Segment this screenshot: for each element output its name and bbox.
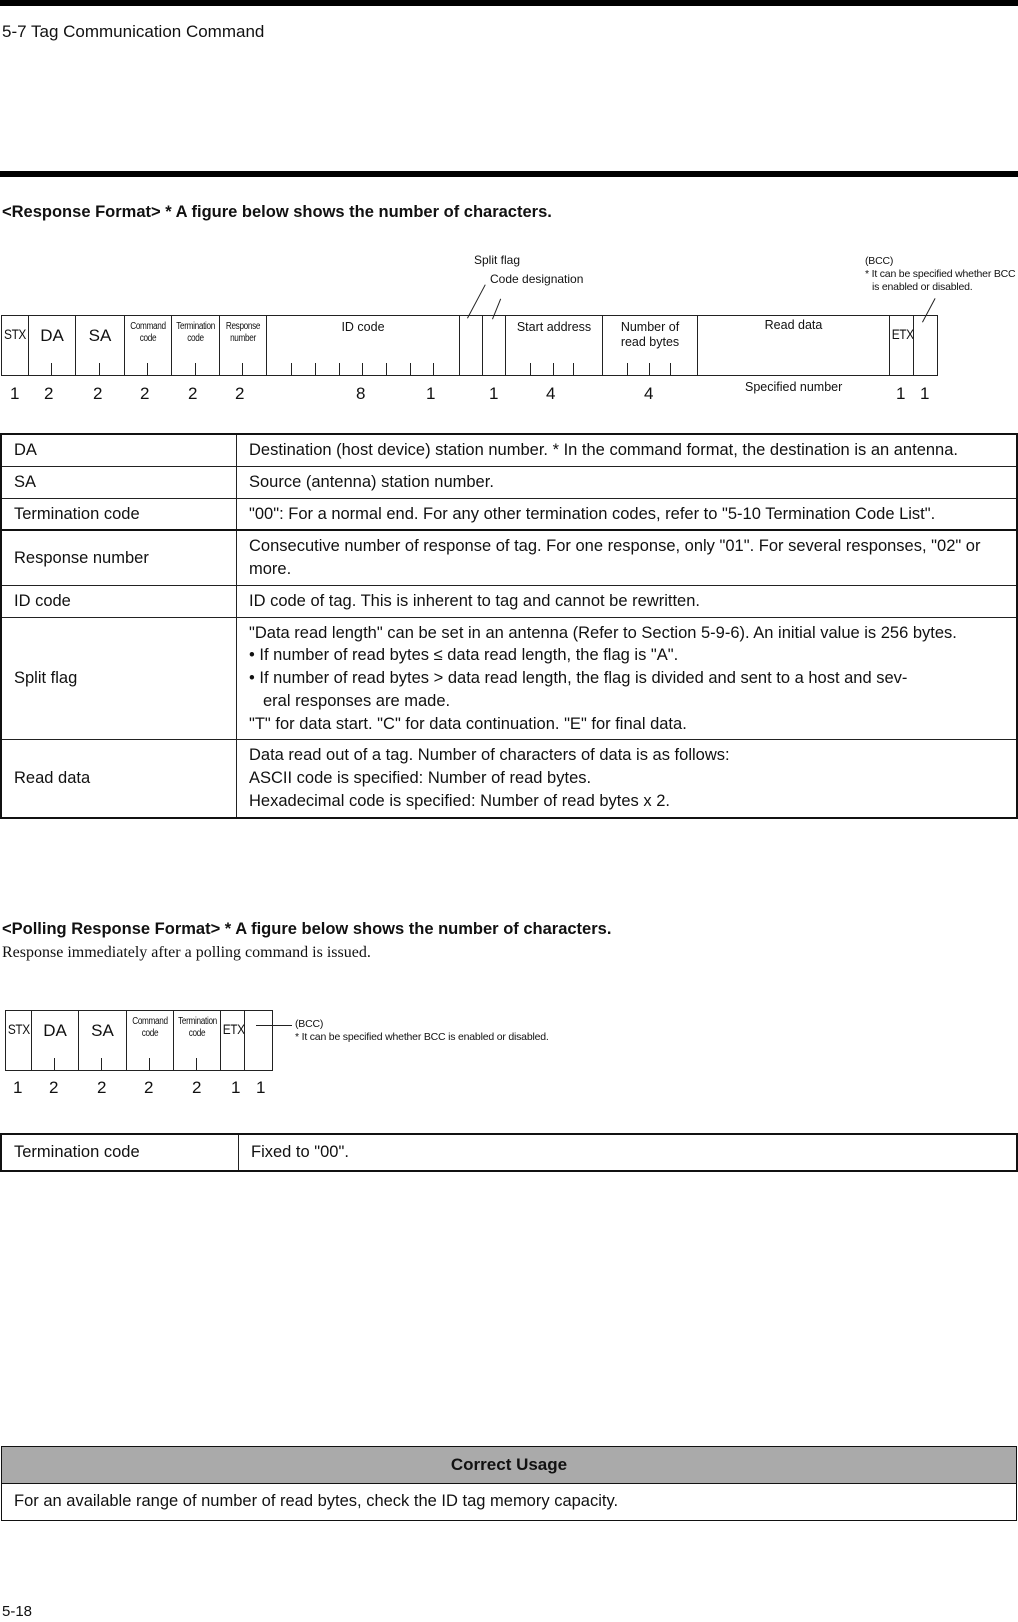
correct-usage-body: For an available range of number of read bytes, check the ID tag memory capacity. — [14, 1492, 619, 1510]
label-line: code — [141, 1028, 159, 1039]
field-id-code — [266, 316, 459, 375]
count-bcc: 1 — [920, 384, 930, 403]
field-stx — [6, 1011, 31, 1070]
page-number: 5-18 — [2, 1603, 33, 1620]
bcc-title: (BCC) — [295, 1018, 324, 1030]
top-rule — [0, 0, 1018, 6]
description-line: • If number of read bytes ≤ data read length, the flag is "A". — [249, 646, 679, 665]
field-stx — [2, 316, 28, 375]
count-stx: 1 — [13, 1078, 23, 1097]
table-row — [2, 530, 1017, 585]
bcc-leader — [256, 1025, 292, 1026]
count-etx: 1 — [231, 1078, 241, 1097]
response-format-table — [1, 434, 1017, 818]
field-label — [131, 1016, 169, 1040]
field-etx — [220, 1011, 244, 1070]
field-number-of-read-bytes — [602, 316, 697, 375]
label-line: Termination — [178, 1016, 217, 1027]
field-termination-code — [173, 1011, 220, 1070]
polling-response-heading: <Polling Response Format> * A figure below shows the number of characters. — [2, 920, 612, 938]
tick — [195, 363, 196, 375]
term-cell: Response number — [2, 530, 237, 585]
count-number-of-read-bytes: 4 — [644, 384, 654, 403]
tick — [573, 363, 574, 375]
tick — [149, 1058, 150, 1070]
description-cell: ID code of tag. This is inherent to tag and cannot be rewritten. — [237, 585, 1017, 617]
tick — [147, 363, 148, 375]
bcc-title: (BCC) — [865, 255, 894, 267]
field-label — [176, 321, 215, 345]
field-command-code — [126, 1011, 173, 1070]
field-label: STX — [7, 1021, 30, 1037]
count-command-code: 2 — [144, 1078, 154, 1097]
tick — [433, 363, 434, 375]
description-line: Data read out of a tag. Number of characters of data is as follows: — [249, 746, 730, 765]
label-line: Command — [132, 1016, 168, 1027]
polling-response-subtext: Response immediately after a polling command is issued. — [2, 944, 371, 961]
description-line: "Data read length" can be set in an antenna (Refer to Section 5-9-6). An initial value is 256 bytes. — [249, 623, 957, 642]
field-label: DA — [43, 1021, 67, 1040]
field-read-data — [697, 316, 889, 375]
field-label — [224, 321, 262, 345]
term-cell: Split flag — [2, 617, 237, 740]
count-start-address: 4 — [546, 384, 556, 403]
description-line: Hexadecimal code is specified: Number of read bytes x 2. — [249, 791, 670, 810]
tick — [553, 363, 554, 375]
bcc-note-line2: is enabled or disabled. — [872, 281, 973, 294]
bcc-annotation — [295, 1018, 549, 1044]
field-da — [31, 1011, 78, 1070]
count-id-code: 8 — [356, 384, 366, 403]
description-line: eral responses are made. — [263, 691, 451, 710]
term-cell: SA — [2, 466, 237, 498]
count-sa: 2 — [97, 1078, 107, 1097]
field-da — [28, 316, 75, 375]
field-label: SA — [91, 1021, 114, 1040]
tick — [670, 363, 671, 375]
bcc-note-line1: * It can be specified whether BCC — [865, 268, 1016, 281]
label-line: number — [230, 333, 256, 344]
tick — [386, 363, 387, 375]
description-cell: Destination (host device) station number. * In the command format, the destination is an antenna. — [237, 435, 1017, 467]
tick — [410, 363, 411, 375]
field-label: ETX — [891, 326, 914, 342]
tick — [291, 363, 292, 375]
table-row — [2, 466, 1017, 498]
label-line: code — [187, 333, 204, 344]
count-command-code: 2 — [140, 384, 150, 403]
count-da: 2 — [49, 1078, 59, 1097]
split-flag-annotation: Split flag — [474, 253, 521, 267]
response-frame — [1, 315, 938, 376]
tick — [315, 363, 316, 375]
field-label: STX — [4, 326, 26, 342]
label-line: code — [139, 333, 157, 344]
field-code-designation — [482, 316, 505, 375]
field-termination-code — [171, 316, 219, 375]
label-line: code — [188, 1028, 206, 1039]
field-label — [603, 320, 697, 350]
tick — [99, 363, 100, 375]
field-split-flag — [459, 316, 482, 375]
description-cell: Fixed to "00". — [239, 1135, 1017, 1171]
field-etx — [889, 316, 913, 375]
tick — [196, 1058, 197, 1070]
field-start-address — [505, 316, 602, 375]
count-termination-code: 2 — [188, 384, 198, 403]
tick — [339, 363, 340, 375]
field-label: Start address — [516, 320, 592, 334]
field-command-code — [124, 316, 171, 375]
field-bcc — [913, 316, 937, 375]
correct-usage-title: Correct Usage — [2, 1447, 1016, 1484]
description-line: ASCII code is specified: Number of read bytes. — [249, 769, 592, 788]
tick — [362, 363, 363, 375]
code-designation-annotation: Code designation — [490, 272, 584, 286]
description-line: "T" for data start. "C" for data continuation. "E" for final data. — [249, 714, 687, 733]
term-cell: ID code — [2, 585, 237, 617]
count-response-number: 2 — [235, 384, 245, 403]
section-header: 5-7 Tag Communication Command — [2, 22, 265, 41]
section-divider — [0, 171, 1018, 177]
label-line: Number of — [620, 320, 680, 334]
field-bcc — [244, 1011, 272, 1070]
field-label: Read data — [764, 318, 823, 332]
count-sa: 2 — [93, 384, 103, 403]
count-da: 2 — [44, 384, 54, 403]
description-cell — [237, 617, 1017, 740]
count-etx: 1 — [896, 384, 906, 403]
bcc-annotation — [865, 255, 1015, 294]
table-row — [2, 617, 1017, 740]
label-line: Command — [130, 321, 166, 332]
count-code-designation: 1 — [489, 384, 499, 403]
tick — [51, 363, 52, 375]
field-response-number — [219, 316, 266, 375]
field-label — [129, 321, 167, 345]
count-stx: 1 — [10, 384, 20, 403]
tick — [242, 363, 243, 375]
split-flag-leader — [467, 284, 486, 318]
count-split-flag: 1 — [426, 384, 436, 403]
table-row — [2, 740, 1017, 817]
field-label — [178, 1016, 216, 1040]
field-label: SA — [88, 326, 112, 345]
count-read-data: Specified number — [745, 380, 843, 394]
polling-response-diagram — [0, 1005, 600, 1105]
description-cell — [237, 740, 1017, 817]
field-label: DA — [40, 326, 64, 345]
response-format-diagram — [0, 250, 1018, 410]
field-sa — [75, 316, 124, 375]
table-row — [2, 498, 1017, 530]
field-sa — [78, 1011, 126, 1070]
description-cell: Consecutive number of response of tag. For one response, only "01". For several responses, "02" or more. — [237, 530, 1017, 585]
table-row — [2, 585, 1017, 617]
bcc-note: * It can be specified whether BCC is enabled or disabled. — [295, 1031, 549, 1044]
description-cell: "00": For a normal end. For any other termination codes, refer to "5-10 Termination Code List". — [237, 498, 1017, 530]
field-label: ID code — [341, 320, 385, 334]
label-line: read bytes — [620, 335, 680, 349]
polling-frame — [5, 1010, 273, 1071]
correct-usage-box — [1, 1446, 1017, 1521]
tick — [54, 1058, 55, 1070]
term-cell: Termination code — [2, 1135, 239, 1171]
term-cell: DA — [2, 435, 237, 467]
label-line: Termination — [176, 321, 216, 332]
tick — [101, 1058, 102, 1070]
term-cell: Read data — [2, 740, 237, 817]
label-line: Response — [225, 321, 261, 332]
table-row — [2, 435, 1017, 467]
term-cell: Termination code — [2, 498, 237, 530]
tick — [530, 363, 531, 375]
field-label: ETX — [222, 1021, 245, 1037]
description-line: • If number of read bytes > data read length, the flag is divided and sent to a host and sev- — [249, 669, 908, 688]
description-cell: Source (antenna) station number. — [237, 466, 1017, 498]
response-format-heading: <Response Format> * A figure below shows the number of characters. — [2, 203, 552, 221]
table-row — [2, 1135, 1017, 1171]
count-termination-code: 2 — [192, 1078, 202, 1097]
polling-response-table — [1, 1134, 1017, 1171]
tick — [649, 363, 650, 375]
tick — [627, 363, 628, 375]
count-bcc: 1 — [256, 1078, 266, 1097]
